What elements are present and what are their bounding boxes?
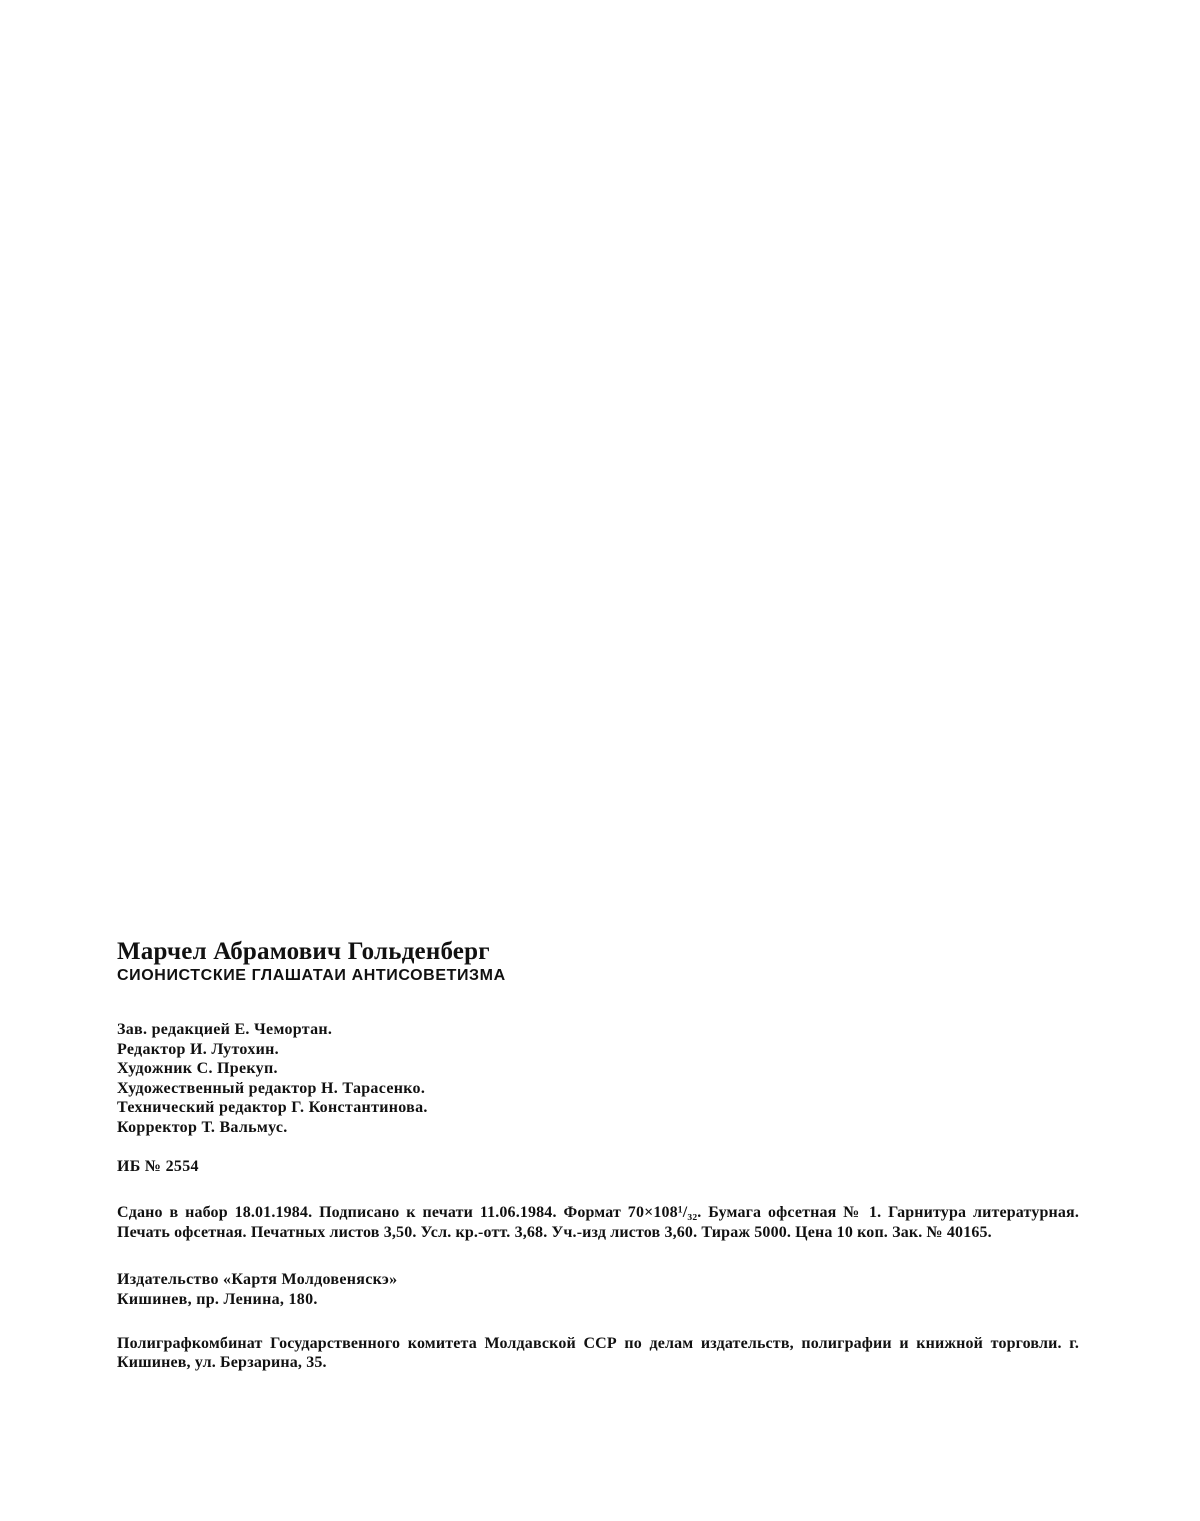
print-specifications: Сдано в набор 18.01.1984. Подписано к печати 11.06.1984. Формат 70×108¹/₃₂. Бумага офсетная № 1. Гарнитура литературная. Печать офсетная. Печатных листов 3,50. Усл. кр.-отт. 3,68. Уч.-изд листов 3,60. Тираж 5000. Цена 10 коп. Зак. № 40165. [117, 1203, 1079, 1242]
staff-credit-art-editor: Художественный редактор Н. Тарасенко. [117, 1079, 426, 1097]
ib-number: ИБ № 2554 [117, 1157, 199, 1175]
book-title: СИОНИСТСКИЕ ГЛАШАТАИ АНТИСОВЕТИЗМА [117, 967, 506, 984]
staff-credit-proofreader: Корректор Т. Вальмус. [117, 1118, 288, 1136]
staff-credit-editor: Редактор И. Лутохин. [117, 1040, 279, 1058]
author-name: Марчел Абрамович Гольденберг [117, 938, 490, 965]
publisher-info [117, 1270, 1079, 1310]
printer-info: Полиграфкомбинат Государственного комитета Молдавской ССР по делам издательств, полиграфии и книжной торговли. г. Кишинев, ул. Берзарина, 35. [117, 1334, 1079, 1372]
publisher-name: Издательство «Картя Молдовеняскэ» [117, 1270, 398, 1288]
staff-credit-managing-editor: Зав. редакцией Е. Чемортан. [117, 1021, 333, 1038]
colophon [117, 938, 1079, 1373]
staff-credit-artist: Художник С. Прекуп. [117, 1060, 278, 1078]
publisher-address: Кишинев, пр. Ленина, 180. [117, 1290, 318, 1308]
staff-credit-technical-editor: Технический редактор Г. Константинова. [117, 1099, 428, 1117]
staff-credits [117, 1020, 1079, 1138]
